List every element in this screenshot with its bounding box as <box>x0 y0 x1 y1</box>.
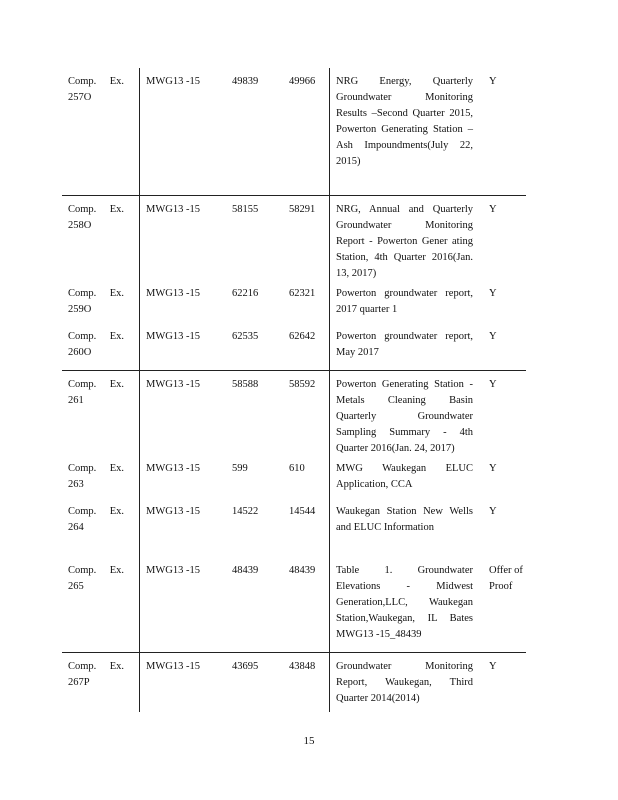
bates-prefix: MWG13 -15 <box>146 506 200 517</box>
exhibit-description: Waukegan Station New Wells and ELUC Information <box>336 506 473 533</box>
bates-prefix: MWG13 -15 <box>146 565 200 576</box>
admission-status: Y <box>489 463 497 474</box>
column-divider-right <box>329 68 330 712</box>
bates-start: 62216 <box>232 288 259 299</box>
exhibit-number: Comp. Ex. 263 <box>68 463 124 490</box>
exhibit-description: Groundwater Monitoring Report, Waukegan, Third Quarter 2014(2014) <box>336 661 473 704</box>
exhibit-description: NRG Energy, Quarterly Groundwater Monitoring Results –Second Quarter 2015, Powerton Generating Station –Ash Impoundments(July 22, 2015) <box>336 76 473 167</box>
bates-end: 62321 <box>289 288 316 299</box>
exhibit-description: MWG Waukegan ELUC Application, CCA <box>336 463 473 490</box>
exhibit-number: Comp. Ex. 261 <box>68 379 124 406</box>
bates-end: 610 <box>289 463 305 474</box>
bates-prefix: MWG13 -15 <box>146 463 200 474</box>
bates-start: 14522 <box>232 506 259 517</box>
column-divider-left <box>139 68 140 712</box>
admission-status: Y <box>489 661 497 672</box>
admission-status: Offer of Proof <box>489 565 523 592</box>
admission-status: Y <box>489 76 497 87</box>
bates-prefix: MWG13 -15 <box>146 76 200 87</box>
bates-prefix: MWG13 -15 <box>146 379 200 390</box>
bates-start: 58155 <box>232 204 259 215</box>
bates-end: 62642 <box>289 331 316 342</box>
bates-start: 48439 <box>232 565 259 576</box>
exhibit-number: Comp. Ex. 259O <box>68 288 124 315</box>
page-number: 15 <box>303 735 315 747</box>
exhibit-number: Comp. Ex. 258O <box>68 204 124 231</box>
admission-status: Y <box>489 379 497 390</box>
bates-end: 58592 <box>289 379 316 390</box>
bates-start: 599 <box>232 463 248 474</box>
exhibit-description: Table 1. Groundwater Elevations - Midwest Generation,LLC, Waukegan Station,Waukegan, IL Bates MWG13 -15_48439 <box>336 565 473 640</box>
admission-status: Y <box>489 506 497 517</box>
bates-start: 58588 <box>232 379 259 390</box>
exhibit-description: Powerton groundwater report, 2017 quarter 1 <box>336 288 473 315</box>
exhibit-description: Powerton groundwater report, May 2017 <box>336 331 473 358</box>
exhibit-number: Comp. Ex. 267P <box>68 661 124 688</box>
admission-status: Y <box>489 331 497 342</box>
bates-end: 58291 <box>289 204 316 215</box>
admission-status: Y <box>489 204 497 215</box>
table-row <box>62 370 526 454</box>
exhibit-description: Powerton Generating Station - Metals Cleaning Basin Quarterly Groundwater Sampling Summary - 4th Quarter 2016(Jan. 24, 2017) <box>336 379 473 454</box>
bates-start: 43695 <box>232 661 259 672</box>
bates-end: 49966 <box>289 76 316 87</box>
bates-start: 49839 <box>232 76 259 87</box>
admission-status: Y <box>489 288 497 299</box>
exhibit-number: Comp. Ex. 260O <box>68 331 124 358</box>
bates-prefix: MWG13 -15 <box>146 661 200 672</box>
exhibit-number: Comp. Ex. 257O <box>68 76 124 103</box>
bates-start: 62535 <box>232 331 259 342</box>
exhibit-number: Comp. Ex. 265 <box>68 565 124 592</box>
bates-prefix: MWG13 -15 <box>146 331 200 342</box>
exhibit-number: Comp. Ex. 264 <box>68 506 124 533</box>
bates-prefix: MWG13 -15 <box>146 204 200 215</box>
table-row <box>62 195 526 279</box>
bates-end: 43848 <box>289 661 316 672</box>
bates-end: 48439 <box>289 565 316 576</box>
exhibit-description: NRG, Annual and Quarterly Groundwater Monitoring Report - Powerton Gener ating Station, 4th Quarter 2016(Jan. 13, 2017) <box>336 204 473 279</box>
bates-end: 14544 <box>289 506 316 517</box>
bates-prefix: MWG13 -15 <box>146 288 200 299</box>
table-row <box>62 652 526 704</box>
